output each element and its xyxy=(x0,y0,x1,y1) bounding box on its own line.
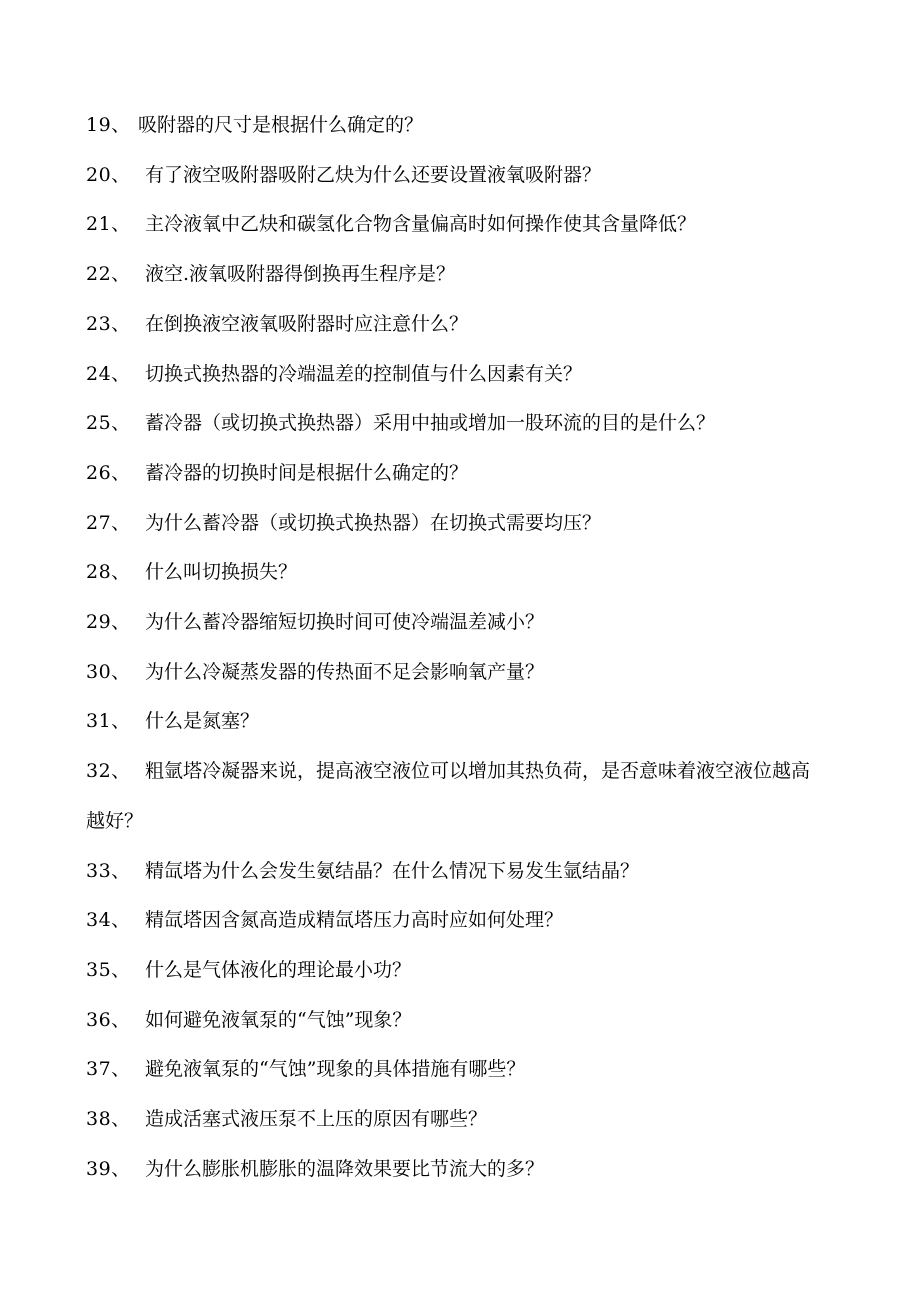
question-text: 蓄冷器的切换时间是根据什么确定的？ xyxy=(145,461,469,484)
question-item xyxy=(86,847,826,897)
question-item xyxy=(86,697,826,747)
question-number: 32、 xyxy=(86,760,131,783)
question-text: 什么是气体液化的理论最小功？ xyxy=(145,958,412,981)
question-item xyxy=(86,449,826,499)
question-text: 粗氩塔冷凝器来说，提高液空液位可以增加其热负荷，是否意味着液空液位越高越好？ xyxy=(86,760,811,832)
question-item xyxy=(86,250,826,300)
question-number: 35、 xyxy=(86,958,131,981)
question-text: 主冷液氧中乙炔和碳氢化合物含量偏高时如何操作使其含量降低？ xyxy=(145,213,697,236)
question-list xyxy=(86,101,826,1194)
question-number: 30、 xyxy=(86,660,131,683)
question-text: 吸附器的尺寸是根据什么确定的？ xyxy=(138,114,424,136)
question-item xyxy=(86,548,826,598)
question-text: 蓄冷器（或切换式换热器）采用中抽或增加一股环流的目的是什么？ xyxy=(145,412,716,435)
question-item xyxy=(86,747,826,846)
question-number: 34、 xyxy=(86,909,131,932)
question-item xyxy=(86,896,826,946)
question-text: 精氙塔因含氮高造成精氙塔压力高时应如何处理？ xyxy=(145,909,564,932)
question-number: 28、 xyxy=(86,561,131,584)
question-number: 31、 xyxy=(86,710,131,733)
question-number: 23、 xyxy=(86,312,131,335)
question-text: 如何避免液氧泵的“气蚀”现象？ xyxy=(145,1008,412,1031)
question-text: 有了液空吸附器吸附乙炔为什么还要设置液氧吸附器？ xyxy=(145,163,602,186)
question-text: 为什么蓄冷器（或切换式换热器）在切换式需要均压？ xyxy=(145,511,602,534)
question-number: 27、 xyxy=(86,511,131,534)
question-number: 29、 xyxy=(86,611,131,634)
question-number: 36、 xyxy=(86,1008,131,1031)
question-text: 为什么蓄冷器缩短切换时间可使冷端温差减小？ xyxy=(145,611,545,634)
question-item xyxy=(86,399,826,449)
question-item xyxy=(86,1045,826,1095)
question-number: 21、 xyxy=(86,213,131,236)
question-item xyxy=(86,1145,826,1195)
question-text: 避免液氧泵的“气蚀”现象的具体措施有哪些？ xyxy=(145,1058,526,1081)
question-item xyxy=(86,648,826,698)
question-item xyxy=(86,101,826,151)
question-text: 什么是氮塞？ xyxy=(145,710,260,733)
question-text: 液空.液氧吸附器得倒换再生程序是？ xyxy=(145,263,456,286)
question-item xyxy=(86,996,826,1046)
question-number: 38、 xyxy=(86,1108,131,1131)
question-item xyxy=(86,946,826,996)
question-item xyxy=(86,499,826,549)
question-item xyxy=(86,1095,826,1145)
question-number: 22、 xyxy=(86,263,131,286)
question-text: 在倒换液空液氧吸附器时应注意什么？ xyxy=(145,312,469,335)
question-text: 精氙塔为什么会发生氨结晶？在什么情况下易发生氩结晶？ xyxy=(145,859,640,882)
question-number: 26、 xyxy=(86,461,131,484)
question-item xyxy=(86,200,826,250)
question-number: 24、 xyxy=(86,362,131,385)
question-item xyxy=(86,350,826,400)
question-text: 什么叫切换损失？ xyxy=(145,561,298,584)
question-number: 19、 xyxy=(86,114,131,136)
question-item xyxy=(86,151,826,201)
question-number: 20、 xyxy=(86,163,131,186)
question-item xyxy=(86,598,826,648)
question-text: 为什么膨胀机膨胀的温降效果要比节流大的多？ xyxy=(145,1157,545,1180)
question-number: 39、 xyxy=(86,1157,131,1180)
question-text: 造成活塞式液压泵不上压的原因有哪些？ xyxy=(145,1108,488,1131)
question-text: 为什么冷凝蒸发器的传热面不足会影响氧产量？ xyxy=(145,660,545,683)
question-item xyxy=(86,300,826,350)
question-number: 37、 xyxy=(86,1058,131,1081)
question-number: 25、 xyxy=(86,412,131,435)
question-number: 33、 xyxy=(86,859,131,882)
question-text: 切换式换热器的冷端温差的控制值与什么因素有关？ xyxy=(145,362,583,385)
